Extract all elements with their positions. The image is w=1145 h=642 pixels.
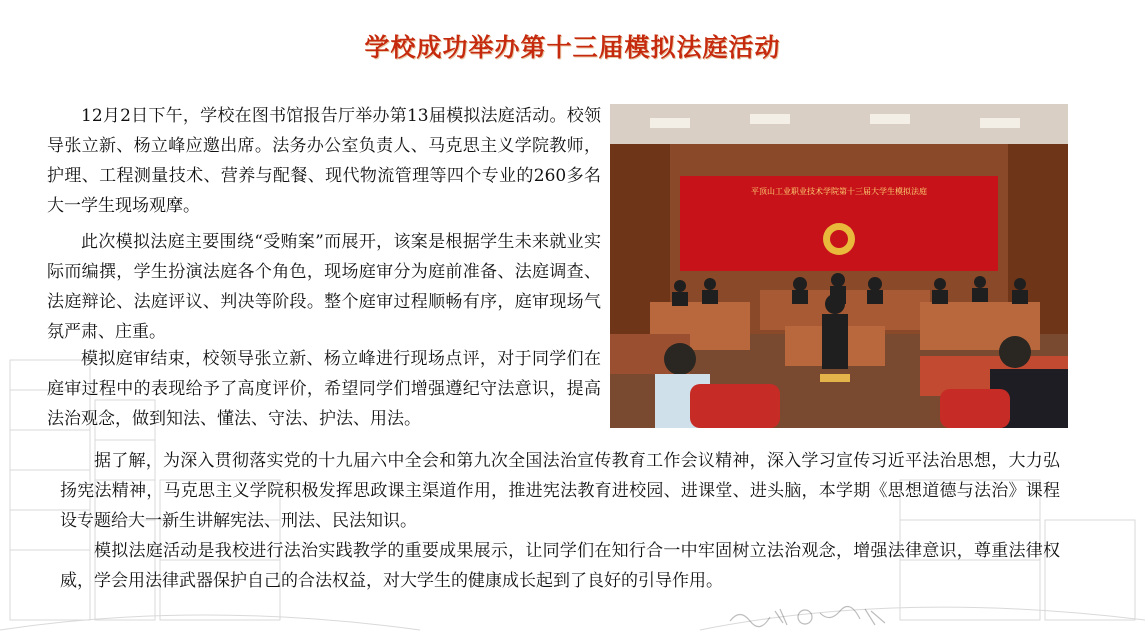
calligraphy-signature [725, 603, 895, 629]
paragraph-case-description: 此次模拟法庭主要围绕“受贿案”而展开，该案是根据学生未来就业实际而编撰，学生扮演法庭各个角色，现场庭审分为庭前准备、法庭调查、法庭辩论、法庭评议、判决等阶段。整个庭审过程顺畅有序，庭审现场气氛严肃、庄重。 [47, 232, 601, 342]
paragraph-event-intro: 12月2日下午，学校在图书馆报告厅举办第13届模拟法庭活动。校领导张立新、杨立峰应邀出席。法务办公室负责人、马克思主义学院教师，护理、工程测量技术、营养与配餐、现代物流管理等四个专业的260多名大一学生现场观摩。 [47, 106, 601, 216]
banner-text: 平顶山工业职业技术学院第十三届大学生模拟法庭 [751, 187, 927, 196]
paragraph-background: 据了解，为深入贯彻落实党的十九届六中全会和第九次全国法治宣传教育工作会议精神，深入学习宣传习近平法治思想，大力弘扬宪法精神，马克思主义学院积极发挥思政课主渠道作用，推进宪法教育进校园、进课堂、进头脑，本学期《思想道德与法治》课程设专题给大一新生讲解宪法、刑法、民法知识。 [60, 451, 1060, 531]
moot-court-photo [610, 104, 1068, 428]
paragraph-leader-comments: 模拟庭审结束，校领导张立新、杨立峰进行现场点评，对于同学们在庭审过程中的表现给予了高度评价，希望同学们增强遵纪守法意识，提高法治观念，做到知法、懂法、守法、护法、用法。 [47, 349, 601, 429]
paragraph-significance: 模拟法庭活动是我校进行法治实践教学的重要成果展示，让同学们在知行合一中牢固树立法治观念，增强法律意识，尊重法律权威，学会用法律武器保护自己的合法权益，对大学生的健康成长起到了良好的引导作用。 [60, 541, 1060, 591]
page-title: 学校成功举办第十三届模拟法庭活动 [364, 33, 781, 62]
